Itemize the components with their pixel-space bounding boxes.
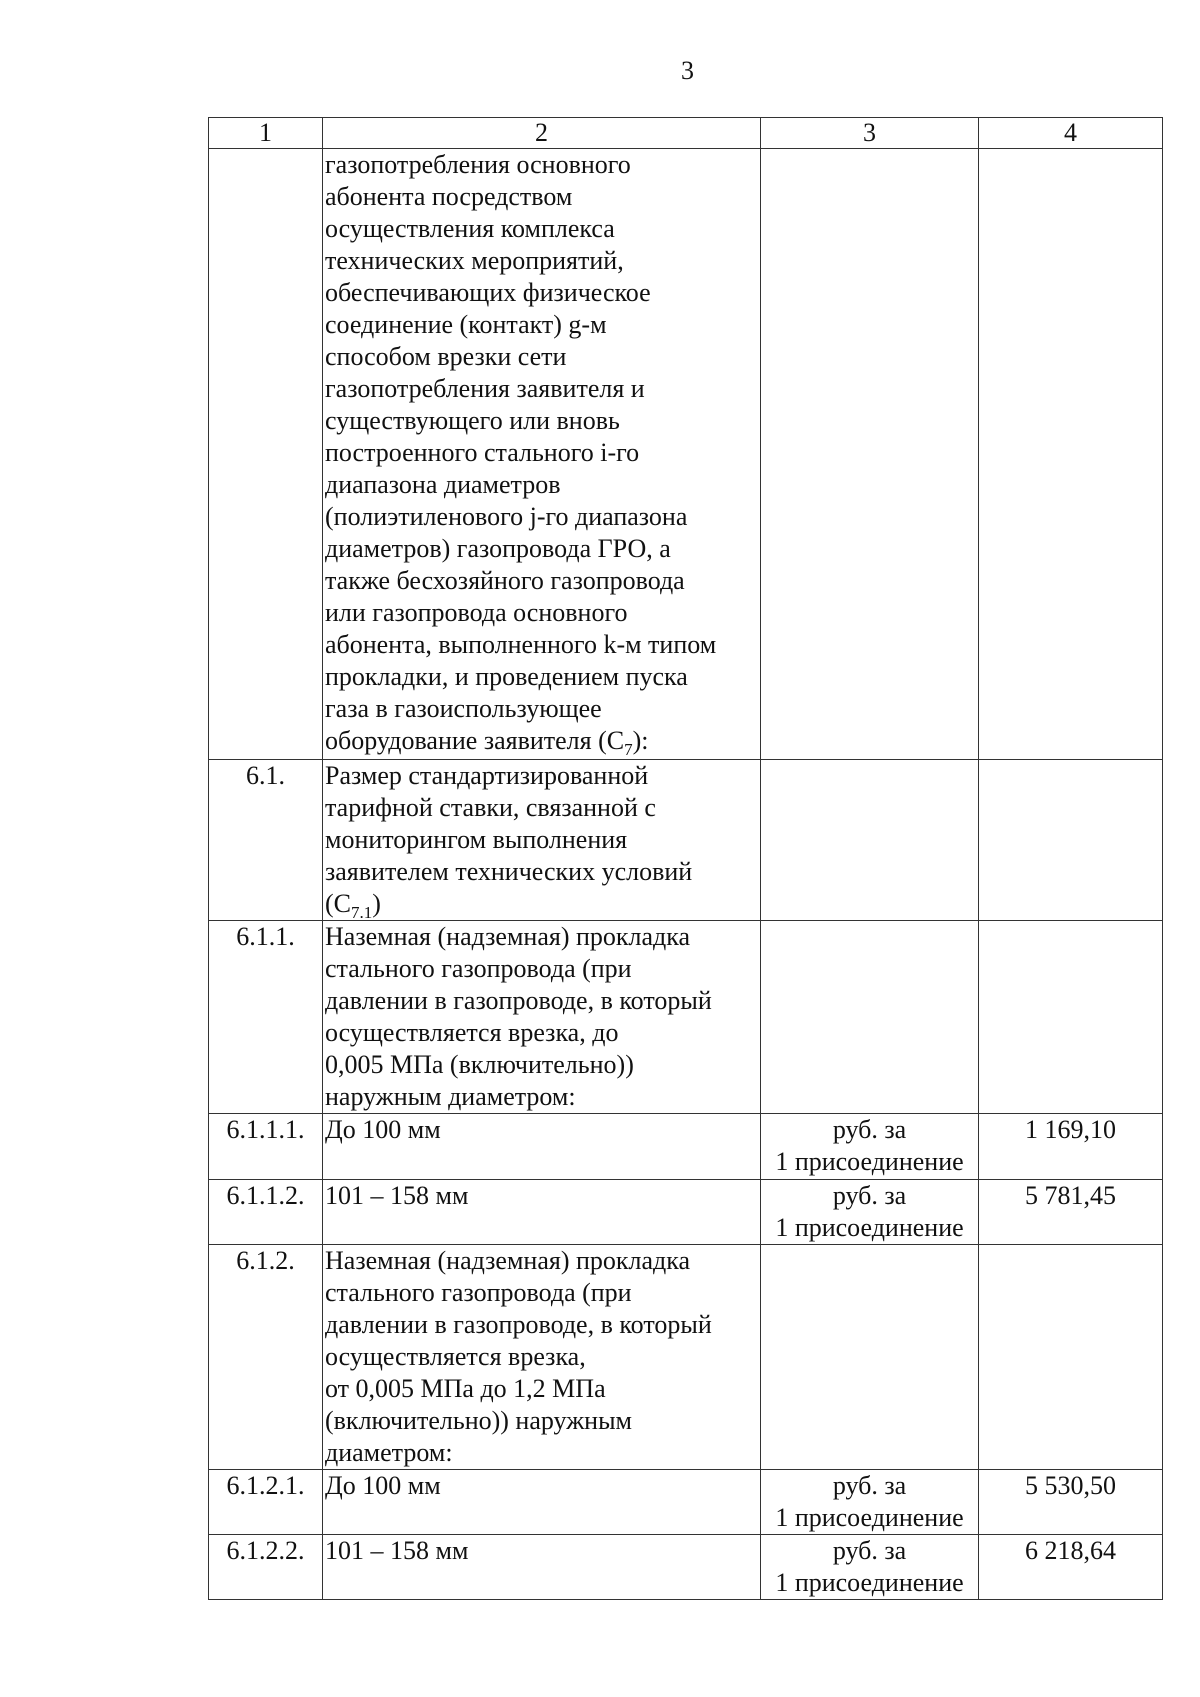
header-col-3: 3 <box>761 118 979 149</box>
table-row <box>209 921 1163 1114</box>
row-description: До 100 мм <box>323 1470 761 1535</box>
row-value: 5 781,45 <box>979 1180 1163 1245</box>
row-description: Размер стандартизированной тарифной ставки, связанной с мониторингом выполнения заявителем технических условий $(C_{7.1})$ <box>323 760 761 921</box>
row-number: 6.1.2.1. <box>209 1470 323 1535</box>
table-row <box>209 149 1163 760</box>
header-row <box>209 118 1163 149</box>
row-description: Наземная (надземная) прокладка стального газопровода (при давлении в газопроводе, в который осуществляется врезка, до 0,005 МПа (включительно)) наружным диаметром: <box>323 921 761 1114</box>
row-value: 1 169,10 <box>979 1114 1163 1180</box>
table-row <box>209 1180 1163 1245</box>
row-value: 6 218,64 <box>979 1535 1163 1600</box>
table-row <box>209 760 1163 921</box>
row-unit: руб. за 1 присоединение <box>761 1470 979 1535</box>
intro-text-cell: газопотребления основного абонента посредством осуществления комплекса технических мероприятий, обеспечивающих физическое соединение (контакт) g-м способом врезки сети газопотребления заявителя и существующего или вновь построенного стального i-го диапазона диаметров (полиэтиленового j-го диапазона диаметров) газопровода ГРО, а также бесхозяйного газопровода или газопровода основного абонента, выполненного k-м типом прокладки, и проведением пуска газа в газоиспользующее оборудование заявителя $(C_7)$: <box>323 149 761 760</box>
row-number: 6.1.1.2. <box>209 1180 323 1245</box>
header-col-4: 4 <box>979 118 1163 149</box>
header-col-2: 2 <box>323 118 761 149</box>
table-row <box>209 1245 1163 1470</box>
row-number: 6.1.1. <box>209 921 323 1114</box>
row-description: До 100 мм <box>323 1114 761 1180</box>
tariff-table <box>208 117 1163 1600</box>
row-number: 6.1. <box>209 760 323 921</box>
header-col-1: 1 <box>209 118 323 149</box>
row-description: 101 – 158 мм <box>323 1535 761 1600</box>
row-number: 6.1.2. <box>209 1245 323 1470</box>
row-number: 6.1.1.1. <box>209 1114 323 1180</box>
row-unit: руб. за 1 присоединение <box>761 1180 979 1245</box>
table-row <box>209 1470 1163 1535</box>
page-number: 3 <box>681 56 694 85</box>
row-description: Наземная (надземная) прокладка стального газопровода (при давлении в газопроводе, в который осуществляется врезка, от 0,005 МПа до 1,2 МПа (включительно)) наружным диаметром: <box>323 1245 761 1470</box>
row-unit: руб. за 1 присоединение <box>761 1114 979 1180</box>
row-description: 101 – 158 мм <box>323 1180 761 1245</box>
table-row <box>209 1535 1163 1600</box>
row-value: 5 530,50 <box>979 1470 1163 1535</box>
table-row <box>209 1114 1163 1180</box>
row-number: 6.1.2.2. <box>209 1535 323 1600</box>
row-unit: руб. за 1 присоединение <box>761 1535 979 1600</box>
